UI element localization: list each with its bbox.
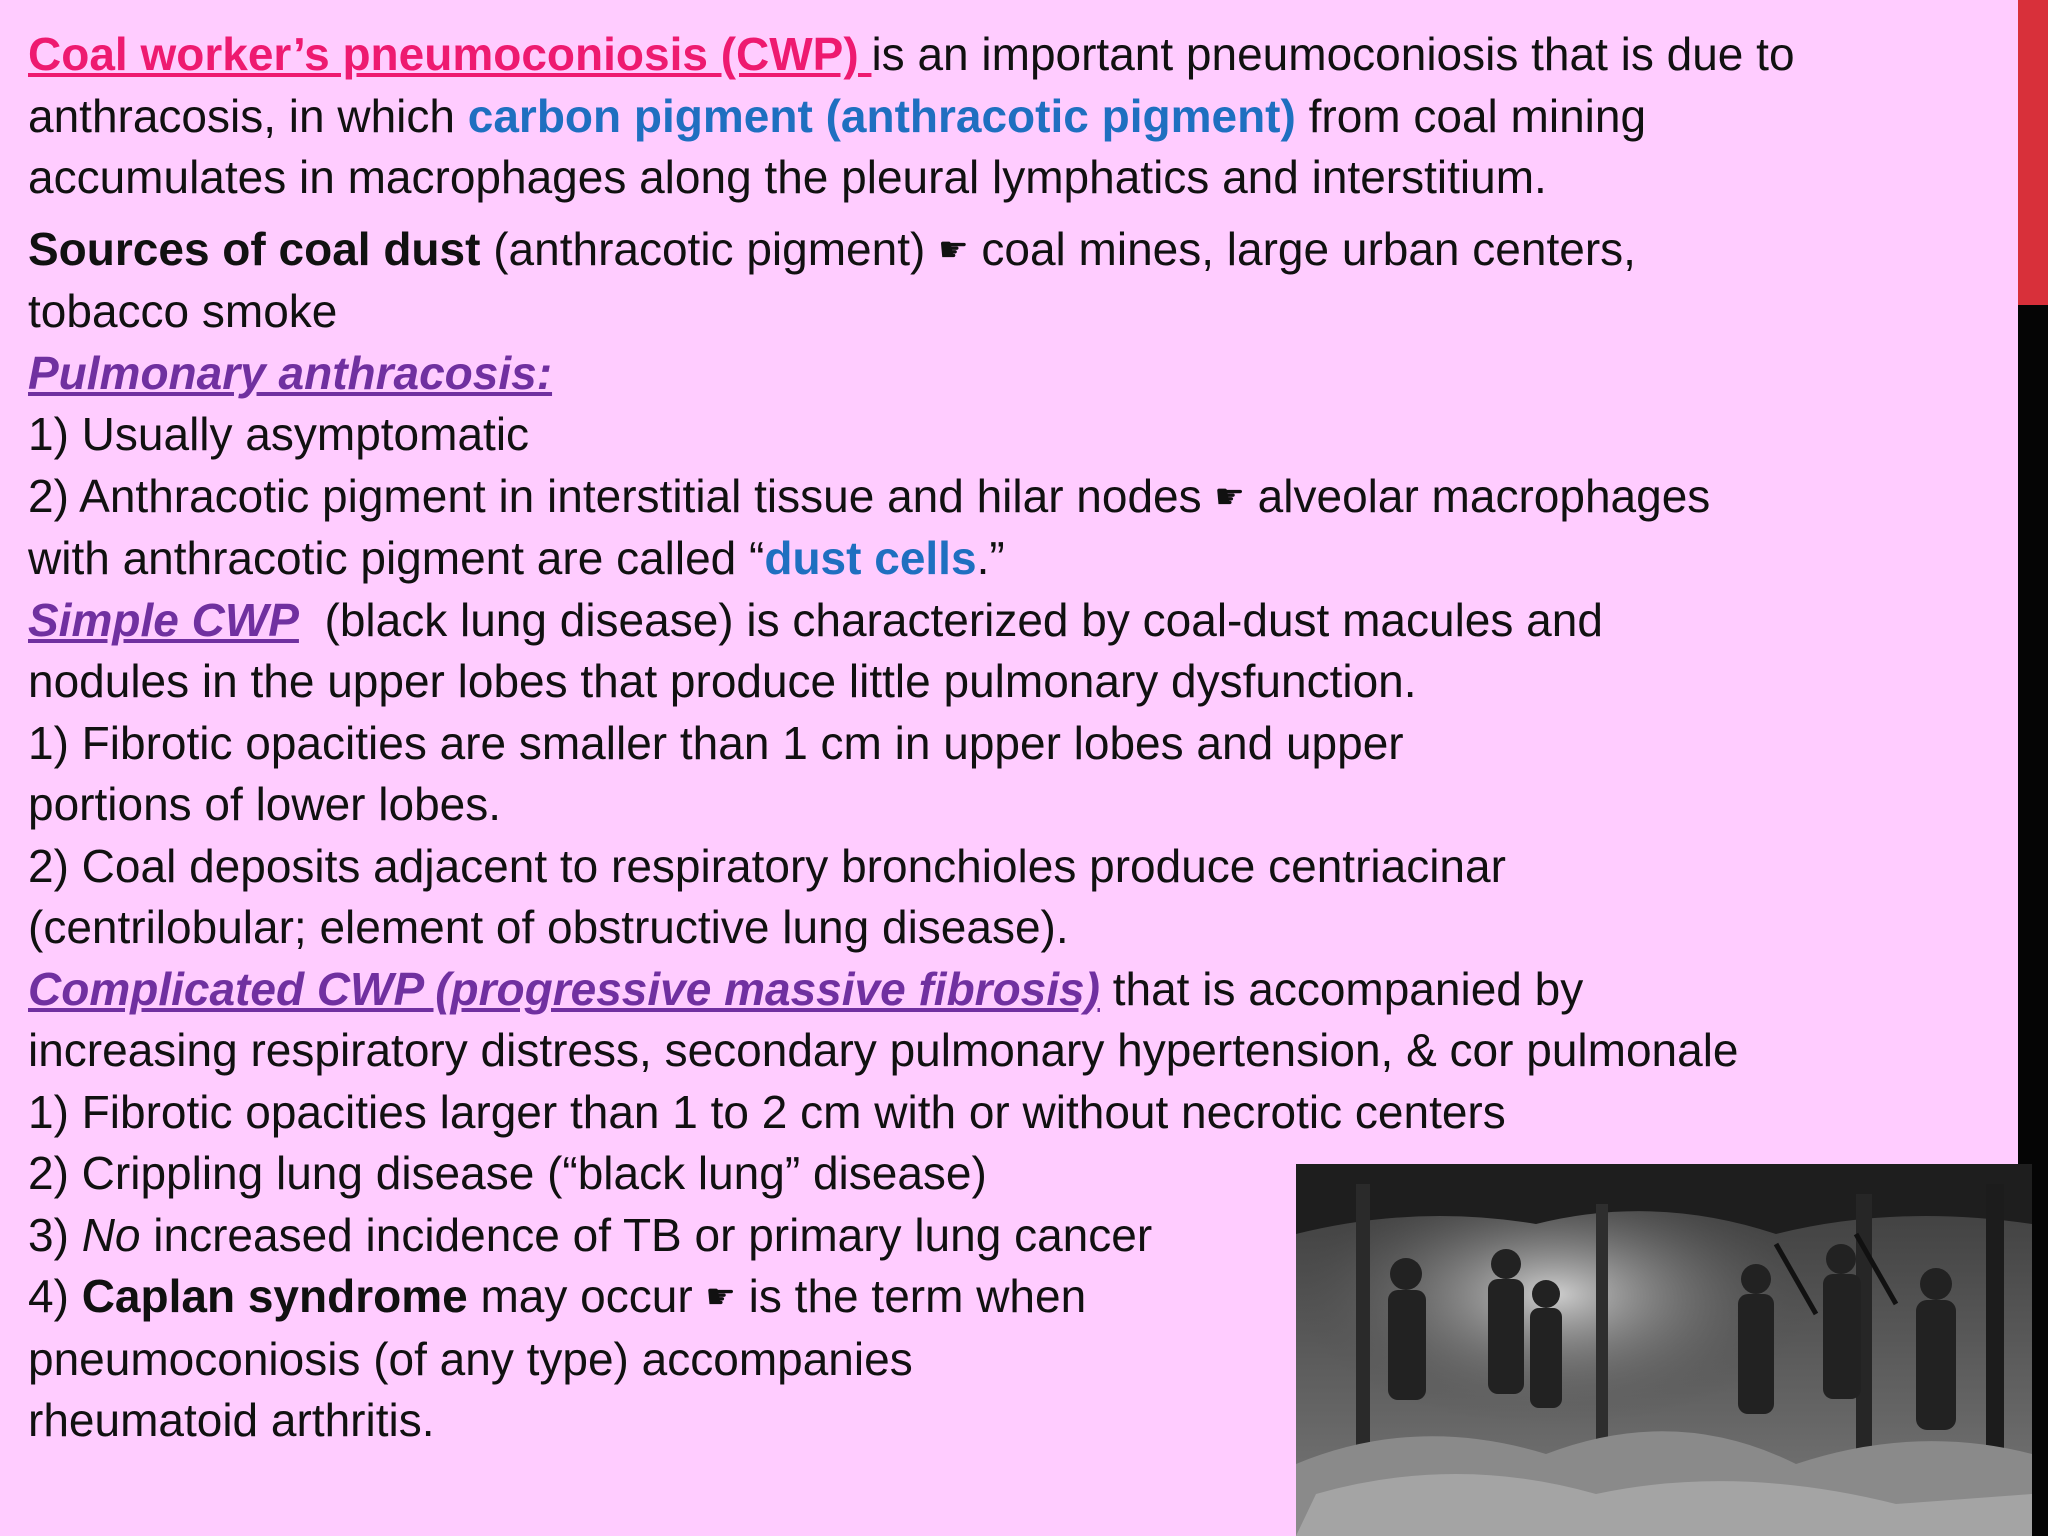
- complicated-point-1: 1) Fibrotic opacities larger than 1 to 2 cm with or without necrotic centers: [28, 1085, 1506, 1138]
- intro-line-1: Coal worker’s pneumoconiosis (CWP) is an important pneumoconiosis that is due to: [28, 28, 1795, 80]
- pulmonary-point-2: 2) Anthracotic pigment in interstitial tissue and hilar nodes ☛ alveolar macrophages: [28, 469, 1711, 522]
- simple-cwp-line-1: Simple CWP (black lung disease) is characterized by coal-dust macules and: [28, 593, 1603, 646]
- complicated-cwp-line-2: increasing respiratory distress, secondary pulmonary hypertension, & cor pulmonale: [28, 1024, 1739, 1076]
- complicated-point-3: 3) No increased incidence of TB or primary lung cancer: [28, 1208, 1153, 1261]
- simple-point-1: 1) Fibrotic opacities are smaller than 1 cm in upper lobes and upper: [28, 716, 1404, 769]
- hand-pointing-right-icon: ☛: [938, 230, 969, 269]
- accent-bar-red: [2018, 0, 2048, 305]
- hand-pointing-right-icon: ☛: [1214, 477, 1245, 516]
- sources-line-2: tobacco smoke: [28, 285, 338, 337]
- pulmonary-heading: Pulmonary anthracosis:: [28, 346, 553, 399]
- simple-point-2: 2) Coal deposits adjacent to respiratory bronchioles produce centriacinar: [28, 839, 1506, 892]
- complicated-point-4-cont: pneumoconiosis (of any type) accompanies: [28, 1332, 913, 1385]
- simple-cwp-heading: Simple CWP: [28, 593, 299, 646]
- carbon-pigment-term: carbon pigment (anthracotic pigment): [467, 89, 1296, 142]
- complicated-cwp-heading: Complicated CWP (progressive massive fibrosis): [28, 962, 1100, 1015]
- coal-miners-photo: [1296, 1164, 2032, 1536]
- cwp-term: Coal worker’s pneumoconiosis (CWP): [28, 28, 872, 80]
- hand-pointing-right-icon: ☛: [705, 1278, 736, 1316]
- intro-line-2: anthracosis, in which carbon pigment (anthracotic pigment) from coal mining: [28, 89, 1647, 142]
- simple-cwp-line-2: nodules in the upper lobes that produce little pulmonary dysfunction.: [28, 655, 1417, 707]
- caplan-syndrome-term: Caplan syndrome: [81, 1270, 468, 1322]
- complicated-point-4: 4) Caplan syndrome may occur ☛ is the term when: [28, 1270, 1087, 1322]
- intro-line-3: accumulates in macrophages along the pleural lymphatics and interstitium.: [28, 151, 1547, 203]
- sources-heading: Sources of coal dust: [28, 222, 481, 275]
- complicated-point-2: 2) Crippling lung disease (“black lung” disease): [28, 1147, 987, 1199]
- simple-point-1-cont: portions of lower lobes.: [28, 778, 502, 830]
- complicated-cwp-line-1: Complicated CWP (progressive massive fibrosis) that is accompanied by: [28, 962, 1584, 1015]
- complicated-point-4-cont-2: rheumatoid arthritis.: [28, 1394, 435, 1446]
- pulmonary-point-2-cont: with anthracotic pigment are called “dust cells.”: [28, 532, 1005, 584]
- sources-line-1: Sources of coal dust (anthracotic pigment) ☛ coal mines, large urban centers,: [28, 222, 1636, 275]
- dust-cells-term: dust cells: [764, 532, 977, 584]
- simple-point-2-cont: (centrilobular; element of obstructive lung disease).: [28, 901, 1069, 953]
- pulmonary-point-1: 1) Usually asymptomatic: [28, 408, 530, 460]
